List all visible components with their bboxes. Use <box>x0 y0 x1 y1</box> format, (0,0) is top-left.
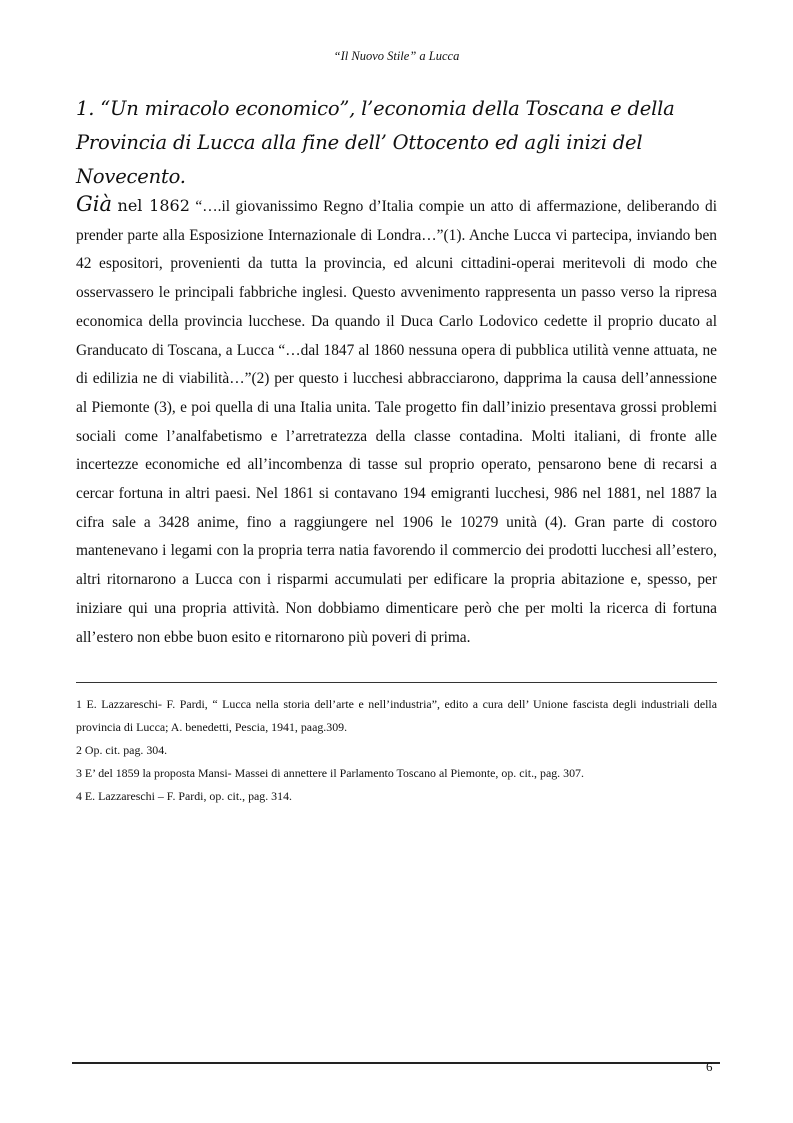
chapter-title: 1. “Un miracolo economico”, l’economia della Toscana e della Provincia di Lucca alla fine dell’ Ottocento ed agli inizi del Novecento. <box>76 97 675 188</box>
body-text: “….il giovanissimo Regno d’Italia compie un atto di affermazione, deliberando di prender parte alla Esposizione Internazionale di Londra…”(1). Anche Lucca vi partecipa, inviando ben 42 espositori, provenienti da tutta la provincia, ed alcuni cittadini-operai meritevoli di modo che osservassero le principali fabbriche inglesi. Questo avvenimento rappresenta un passo verso la ripresa economica della provincia lucchese. Da quando il Duca Carlo Lodovico cedette il proprio ducato al Granducato di Toscana, a Lucca “…dal 1847 al 1860 nessuna opera di pubblica utilità venne attuata, ne di edilizia ne di viabilità…”(2) per questo i lucchesi abbracciarono, dapprima la causa dell’annessione al Piemonte (3), e poi quella di una Italia unita. Tale progetto fin dall’inizio presentava grossi problemi sociali come l’analfabetismo e l’arretratezza della classe contadina. Molti italiani, di fronte alle incertezze economiche ed all’incombenza di tasse sul proprio operato, pensarono bene di recarsi a cercar fortuna in altri paesi. Nel 1861 si contavano 194 emigranti lucchesi, 986 nel 1881, nel 1887 la cifra sale a 3428 anime, fino a raggiungere nel 1906 le 10279 unità (4). Gran parte di costoro mantenevano i legami con la propria terra natia favorendo il commercio dei prodotti lucchesi all’estero, altri ritornarono a Lucca con i risparmi accumulati per edificare la propria abitazione e, spesso, per iniziare qui una propria attività. Non dobbiamo dimenticare però che per molti la ricerca di fortuna all’estero non ebbe buon esito e ritornarono più poveri di prima. <box>76 198 717 646</box>
footnote-2: 2 Op. cit. pag. 304. <box>76 743 168 757</box>
footer-divider <box>72 1062 720 1064</box>
body-paragraph <box>76 190 717 652</box>
footnote-divider <box>76 682 717 683</box>
footnote-1: 1 E. Lazzareschi- F. Pardi, “ Lucca nella storia dell’arte e nell’industria”, edito a cura dell’ Unione fascista degli industriali della provincia di Lucca; A. benedetti, Pescia, 1941, paag.309. <box>76 697 717 734</box>
footnote-3: 3 E’ del 1859 la proposta Mansi- Massei di annettere il Parlamento Toscano al Piemonte, op. cit., pag. 307. <box>76 766 584 780</box>
page-number: 6 <box>706 1059 713 1074</box>
drop-word-continuation: nel 1862 <box>117 196 190 215</box>
running-header: “Il Nuovo Stile” a Lucca <box>333 49 460 63</box>
footnote-4: 4 E. Lazzareschi – F. Pardi, op. cit., pag. 314. <box>76 789 292 803</box>
drop-word: Già <box>76 192 113 216</box>
footnotes <box>76 693 717 808</box>
